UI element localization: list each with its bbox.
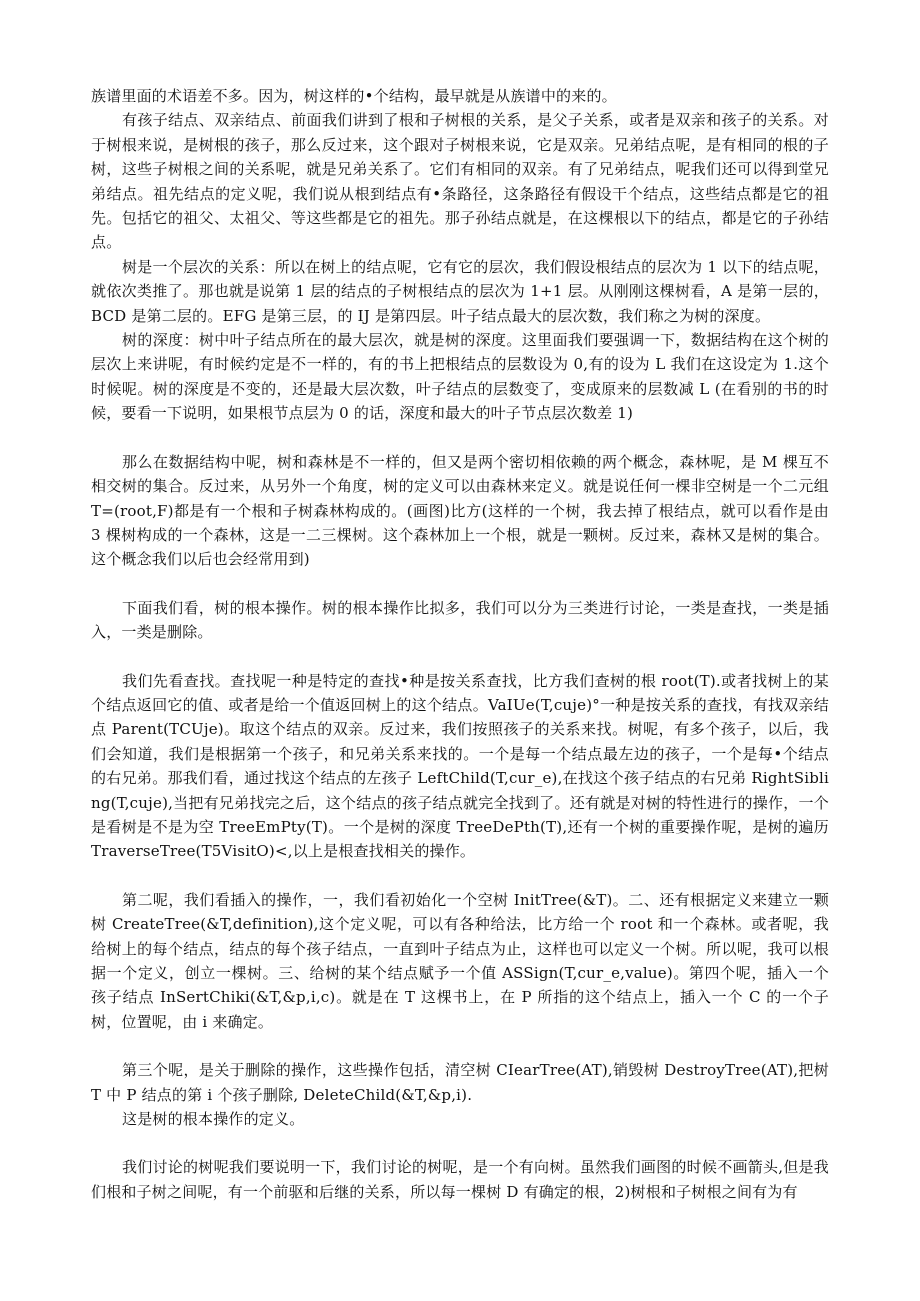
paragraph-spacer — [91, 572, 829, 596]
paragraph-spacer — [91, 645, 829, 669]
paragraph: 第三个呢，是关于删除的操作，这些操作包括，清空树 CIearTree(AT),销毁树 DestroyTree(AT),把树 T 中 P 结点的第 i 个孩子删除, DeleteChild(&T,&p,i). — [91, 1061, 829, 1104]
paragraph-spacer — [91, 426, 829, 450]
paragraph: 族谱里面的术语差不多。因为，树这样的•个结构，最早就是从族谱中的来的。 — [91, 87, 617, 105]
paragraph: 下面我们看，树的根本操作。树的根本操作比拟多，我们可以分为三类进行讨论，一类是查找，一类是插入，一类是删除。 — [91, 598, 829, 642]
paragraph: 我们先看查找。查找呢一种是特定的查找•种是按关系查找，比方我们查树的根 root(T).或者找树上的某个结点返回它的值、或者是给一个值返回树上的这个结点。VaIUe(T,cuje)°一种是按关系的查找，有找双亲结点 Parent(TCUje)。取这个结点的双亲。反过来，我们按照孩子的关系来找。树呢，有多个孩子，以后，我们会知道，我们是根据第一个孩子，和兄弟关系来找的。一个是每一个结点最左边的孩子，一个是每•个结点的右兄弟。那我们看，通过找这个结点的左孩子 LeftChild(T,cur_e),在找这个孩子结点的右兄弟 RightSibling(T,cuje),当把有兄弟找完之后，这个结点的孩子结点就完全找到了。还有就是对树的特性进行的操作，一个是看树是不是为空 TreeEmPty(T)。一个是树的深度 TreeDePth(T),还有一个树的重要操作呢，是树的遍历 TraverseTree(T5VisitO)<,以上是根查找相关的操作。 — [91, 671, 829, 861]
paragraph: 树是一个层次的关系：所以在树上的结点呢，它有它的层次，我们假设根结点的层次为 1 以下的结点呢，就依次类推了。那也就是说第 1 层的结点的子树根结点的层次为 1+1 层。从刚刚这棵树看，A 是第一层的，BCD 是第二层的。EFG 是第三层，的 IJ 是第四层。叶子结点最大的层次数，我们称之为树的深度。 — [91, 257, 829, 325]
document-body — [91, 84, 829, 1204]
paragraph: 树的深度：树中叶子结点所在的最大层次，就是树的深度。这里面我们要强调一下，数据结构在这个树的层次上来讲呢，有时候约定是不一样的，有的书上把根结点的层数设为 0,有的设为 L 我们在这设定为 1.这个时候呢。树的深度是不变的，还是最大层次数，叶子结点的层数变了，变成原来的层数减 L (在看别的书的时候，要看一下说明，如果根节点层为 0 的话，深度和最大的叶子节点层次数差 1) — [91, 331, 829, 423]
paragraph: 有孩子结点、双亲结点、前面我们讲到了根和子树根的关系，是父子关系，或者是双亲和孩子的关系。对于树根来说，是树根的孩子，那么反过来，这个跟对子树根来说，它是双亲。兄弟结点呢，是有相同的根的子树，这些子树根之间的关系呢，就是兄弟关系了。它们有相同的双亲。有了兄弟结点，呢我们还可以得到堂兄弟结点。祖先结点的定义呢，我们说从根到结点有•条路径，这条路径有假设干个结点，这些结点都是它的祖先。包括它的祖父、太祖父、等这些都是它的祖先。那子孙结点就是，在这棵根以下的结点，都是它的子孙结点。 — [91, 111, 829, 252]
paragraph-spacer — [91, 1034, 829, 1058]
paragraph: 我们讨论的树呢我们要说明一下，我们讨论的树呢，是一个有向树。虽然我们画图的时候不画箭头,但是我们根和子树之间呢，有一个前驱和后继的关系，所以每一棵树 D 有确定的根，2)树根和子树根之间有为有 — [91, 1158, 829, 1201]
paragraph: 第二呢，我们看插入的操作，一，我们看初始化一个空树 InitTree(&T)。二、还有根据定义来建立一颗树 CreateTree(&T,definition),这个定义呢，可以有各种给法，比方给一个 root 和一个森林。或者呢，我给树上的每个结点，结点的每个孩子结点，一直到叶子结点为止，这样也可以定义一个树。所以呢，我可以根据一个定义，创立一棵树。三、给树的某个结点赋予一个值 ASSign(T,cur_e,value)。第四个呢，插入一个孩子结点 InSertChiki(&T,&p,i,c)。就是在 T 这棵书上，在 P 所指的这个结点上，插入一个 C 的一个子树，位置呢，由 i 来确定。 — [91, 890, 829, 1031]
paragraph: 那么在数据结构中呢，树和森林是不一样的，但又是两个密切相依赖的两个概念，森林呢，是 M 棵互不相交树的集合。反过来，从另外一个角度，树的定义可以由森林来定义。就是说任何一棵非空树是一个二元组 T=(root,F)都是有一个根和子树森林构成的。(画图)比方(这样的一个树，我去掉了根结点，就可以看作是由 3 棵树构成的一个森林，这是一二三棵树。这个森林加上一个根，就是一颗树。反过来，森林又是树的集合。这个概念我们以后也会经常用到) — [91, 452, 829, 569]
paragraph: 这是树的根本操作的定义。 — [122, 1110, 305, 1129]
paragraph-spacer — [91, 1131, 829, 1155]
paragraph-spacer — [91, 864, 829, 888]
